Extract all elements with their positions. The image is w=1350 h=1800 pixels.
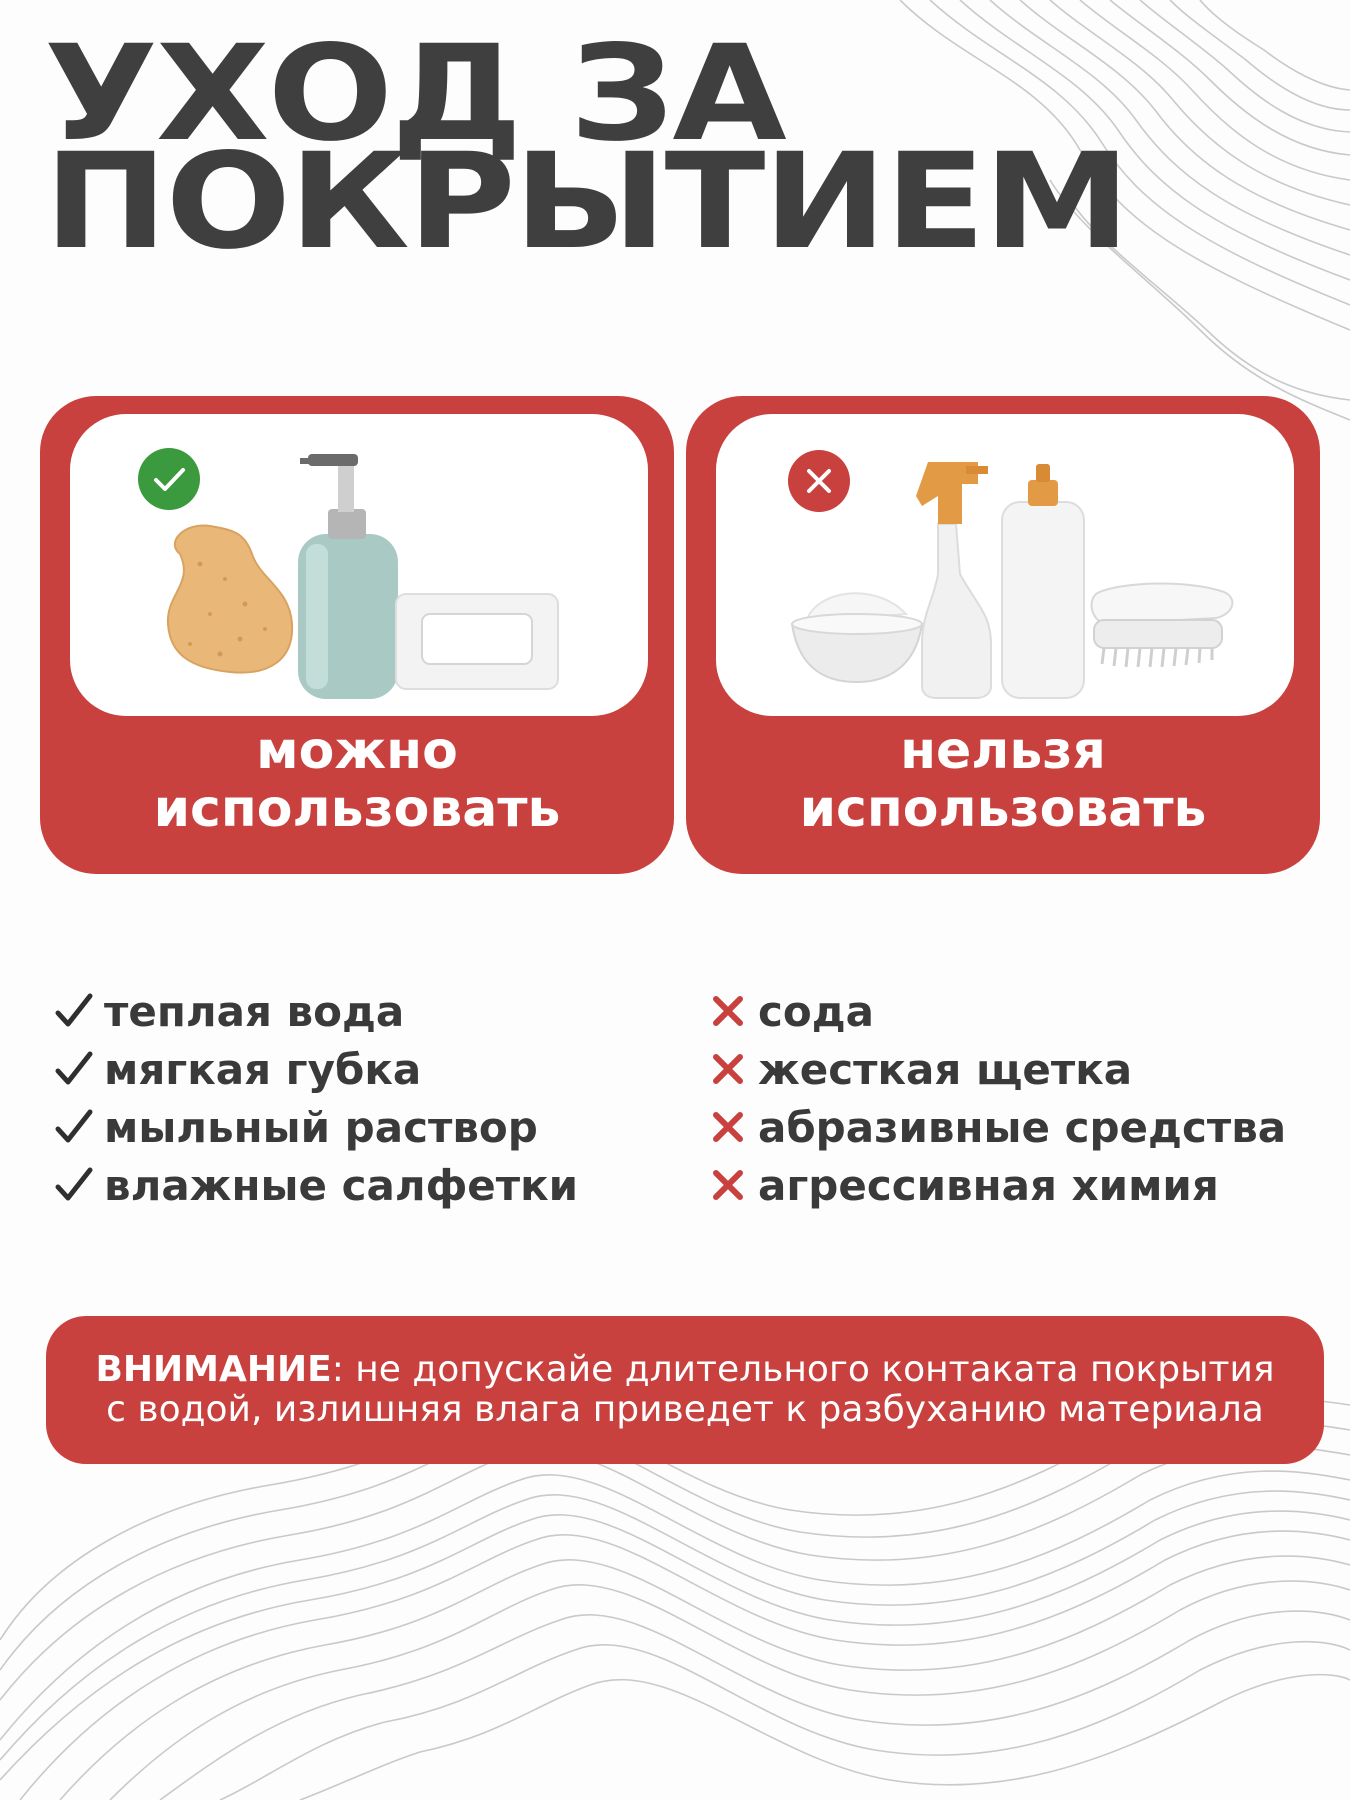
spray-bottle-illustration xyxy=(916,462,991,698)
forbidden-products-image xyxy=(716,414,1294,716)
sponge-illustration xyxy=(168,525,292,672)
cross-icon xyxy=(708,1107,758,1147)
list-item xyxy=(708,1156,1286,1214)
forbidden-item-label: абразивные средства xyxy=(758,1102,1287,1152)
allowed-item-label: влажные салфетки xyxy=(104,1160,579,1210)
allowed-list xyxy=(54,982,578,1214)
cross-icon xyxy=(708,1165,758,1205)
allowed-products-image xyxy=(70,414,648,716)
forbidden-caption-line-2: использовать xyxy=(799,779,1207,839)
scrubbing-brush-illustration xyxy=(1092,584,1233,667)
forbidden-caption xyxy=(686,722,1320,838)
allowed-card xyxy=(40,396,674,874)
forbidden-list xyxy=(708,982,1286,1214)
allowed-caption xyxy=(40,722,674,838)
allowed-caption-line-1: можно xyxy=(256,721,458,781)
checkmark-icon xyxy=(54,991,104,1031)
list-item xyxy=(708,1040,1286,1098)
list-item xyxy=(708,982,1286,1040)
page-title xyxy=(44,17,1129,279)
allowed-caption-line-2: использовать xyxy=(153,779,561,839)
warning-label: ВНИМАНИЕ xyxy=(95,1349,332,1390)
allowed-item-label: теплая вода xyxy=(104,986,405,1036)
soap-dispenser-illustration xyxy=(298,454,398,699)
soda-bowl-illustration xyxy=(792,593,922,682)
checkmark-icon xyxy=(54,1107,104,1147)
list-item xyxy=(54,1156,578,1214)
allowed-item-label: мыльный раствор xyxy=(104,1102,538,1152)
list-item xyxy=(54,1040,578,1098)
forbidden-item-label: агрессивная химия xyxy=(758,1160,1219,1210)
cross-icon xyxy=(708,991,758,1031)
list-item xyxy=(708,1098,1286,1156)
detergent-bottle-illustration xyxy=(1002,464,1084,698)
cross-icon xyxy=(708,1049,758,1089)
wet-wipes-illustration xyxy=(396,594,558,689)
checkmark-icon xyxy=(54,1165,104,1205)
forbidden-item-label: сода xyxy=(758,986,875,1036)
forbidden-card xyxy=(686,396,1320,874)
title-line-1: УХОД ЗА xyxy=(44,17,785,171)
list-item xyxy=(54,1098,578,1156)
warning-text-1: : не допускайе длительного контаката покрытия xyxy=(331,1349,1275,1390)
forbidden-item-label: жесткая щетка xyxy=(758,1044,1133,1094)
forbidden-caption-line-1: нельзя xyxy=(900,721,1106,781)
checkmark-icon xyxy=(54,1049,104,1089)
warning-line-1 xyxy=(46,1350,1324,1390)
title-line-2: ПОКРЫТИЕМ xyxy=(44,125,1129,279)
list-item xyxy=(54,982,578,1040)
warning-text-2: с водой, излишняя влага приведет к разбуханию материала xyxy=(106,1389,1264,1430)
allowed-item-label: мягкая губка xyxy=(104,1044,422,1094)
check-circle-icon xyxy=(138,448,200,510)
x-circle-icon xyxy=(788,450,850,512)
warning-banner xyxy=(46,1316,1324,1464)
